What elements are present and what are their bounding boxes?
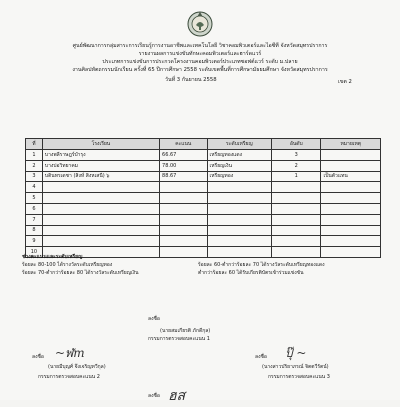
criteria-silver: ร้อยละ 70-ต่ำกว่าร้อยละ 80 ได้รางวัลระดับเหรียญเงิน	[22, 270, 139, 276]
cell-medal	[207, 203, 272, 214]
criteria-title: ช่วงคะแนนและระดับเหรียญ	[22, 254, 83, 260]
cell-note: เป็นตัวแทน	[321, 171, 381, 182]
cell-school	[42, 236, 159, 247]
cell-score: 78.00	[160, 160, 208, 171]
cell-no: 9	[26, 236, 43, 247]
cell-school	[42, 182, 159, 193]
cell-medal: เหรียญทองแดง	[207, 150, 272, 161]
cell-medal	[207, 236, 272, 247]
table-row	[26, 182, 381, 193]
table-row	[26, 225, 381, 236]
cell-note	[321, 247, 381, 258]
cell-rank	[272, 203, 321, 214]
cell-school	[42, 203, 159, 214]
judge3-role: กรรมการตรวจสอบคะแนน 3	[268, 374, 330, 380]
judge1-sign-label: ลงชื่อ	[148, 316, 160, 322]
cell-note	[321, 150, 381, 161]
cell-note	[321, 182, 381, 193]
cell-medal: เหรียญเงิน	[207, 160, 272, 171]
header-contest-type: ประเภทการแข่งขันการประกวดโครงงานคอมพิวเตอร์ประเภทซอฟต์แวร์ ระดับ ม.ปลาย	[102, 59, 298, 65]
cell-no: 2	[26, 160, 43, 171]
cell-no: 7	[26, 214, 43, 225]
cell-score	[160, 236, 208, 247]
judge3-name: (นางสาวปริยาภรณ์ จิตตวีรัตน์)	[262, 364, 329, 370]
school-emblem-icon	[185, 8, 215, 38]
cell-school	[42, 193, 159, 204]
judge3-signature: ปุ๊ ~	[285, 346, 307, 360]
cell-rank	[272, 225, 321, 236]
cell-no: 8	[26, 225, 43, 236]
cell-school: บดินทรเดชา (สิงห์ สิงหเสนี) ๖	[42, 171, 159, 182]
table-row	[26, 160, 381, 171]
cell-no: 5	[26, 193, 43, 204]
table-row	[26, 193, 381, 204]
cell-rank: 1	[272, 171, 321, 182]
cell-note	[321, 214, 381, 225]
table-row	[26, 171, 381, 182]
table-header-row	[26, 139, 381, 150]
footer-sign-label: ลงชื่อ	[148, 393, 160, 399]
header-report-title: รายงานผลการแข่งขันทักษะคอมพิวเตอร์และฮาร์ดแวร์	[138, 51, 262, 57]
cell-medal	[207, 214, 272, 225]
cell-no: 1	[26, 150, 43, 161]
report-date: วันที่ 3 กันยายน 2558	[165, 77, 217, 83]
table-row	[26, 150, 381, 161]
cell-note	[321, 236, 381, 247]
cell-score	[160, 182, 208, 193]
table-row	[26, 236, 381, 247]
cell-school	[42, 214, 159, 225]
judge2-signature: ~ฬm	[55, 346, 85, 360]
cell-no: 6	[26, 203, 43, 214]
judge2-sign-label: ลงชื่อ	[32, 354, 44, 360]
footer-signature: ฮส	[168, 388, 186, 404]
cell-rank: 2	[272, 160, 321, 171]
judge1-role: กรรมการตรวจสอบคะแนน 1	[148, 336, 210, 342]
header-cell-score: คะแนน	[160, 139, 208, 150]
cell-no: 10	[26, 247, 43, 258]
cell-note	[321, 160, 381, 171]
cell-score	[160, 247, 208, 258]
cell-score	[160, 203, 208, 214]
table-row	[26, 203, 381, 214]
cell-medal	[207, 247, 272, 258]
table-row	[26, 214, 381, 225]
header-cell-no: ที่	[26, 139, 43, 150]
criteria-bronze: ร้อยละ 60-ต่ำกว่าร้อยละ 70 ได้รางวัลระดับเหรียญทองแดง	[198, 262, 325, 268]
judge1-name: (นายสมเกียรติ ภักดีกุล)	[160, 328, 211, 334]
header-cell-school: โรงเรียน	[42, 139, 159, 150]
header-center-line1: ศูนย์พัฒนาการกลุ่มสาระการเรียนรู้การงานอาชีพและเทคโนโลยี วิชาคอมพิวเตอร์และไอซีที จังหวัดสมุทรปราการ	[72, 43, 328, 49]
cell-no: 3	[26, 171, 43, 182]
results-table	[25, 138, 381, 258]
judge3-sign-label: ลงชื่อ	[255, 354, 267, 360]
cell-rank	[272, 193, 321, 204]
cell-rank	[272, 247, 321, 258]
cell-rank	[272, 214, 321, 225]
cell-school	[42, 225, 159, 236]
header-event-info: งานศิลปหัตถกรรมนักเรียน ครั้งที่ 65 ปีการศึกษา 2558 ระดับเขตพื้นที่การศึกษามัธยมศึกษา จังหวัดสมุทรปราการ	[72, 67, 328, 73]
header-cell-medal: ระดับเหรียญ	[207, 139, 272, 150]
judge2-name: (นายมีบุญศ์ จึงเจริญทวีกุล)	[48, 364, 106, 370]
cell-note	[321, 193, 381, 204]
cell-score: 66.67	[160, 150, 208, 161]
cell-score	[160, 225, 208, 236]
cell-note	[321, 203, 381, 214]
judge2-role: กรรมการตรวจสอบคะแนน 2	[38, 374, 100, 380]
cell-rank	[272, 236, 321, 247]
cell-rank	[272, 182, 321, 193]
cell-school: บางบ่อวิทยาคม	[42, 160, 159, 171]
cell-note	[321, 225, 381, 236]
cell-medal: เหรียญทอง	[207, 171, 272, 182]
header-cell-rank: อันดับ	[272, 139, 321, 150]
cell-medal	[207, 193, 272, 204]
criteria-participation: ต่ำกว่าร้อยละ 60 ได้รับเกียรติบัตรเข้าร่วมแข่งขัน	[198, 270, 304, 276]
cell-no: 4	[26, 182, 43, 193]
criteria-gold: ร้อยละ 80-100 ได้รางวัลระดับเหรียญทอง	[22, 262, 113, 268]
cell-medal	[207, 225, 272, 236]
zone-label: เขต 2	[338, 79, 352, 85]
header-cell-note: หมายเหตุ	[321, 139, 381, 150]
cell-score	[160, 193, 208, 204]
cell-school: บางพลีราษฎร์บำรุง	[42, 150, 159, 161]
cell-medal	[207, 182, 272, 193]
cell-score: 88.67	[160, 171, 208, 182]
cell-score	[160, 214, 208, 225]
cell-rank: 3	[272, 150, 321, 161]
